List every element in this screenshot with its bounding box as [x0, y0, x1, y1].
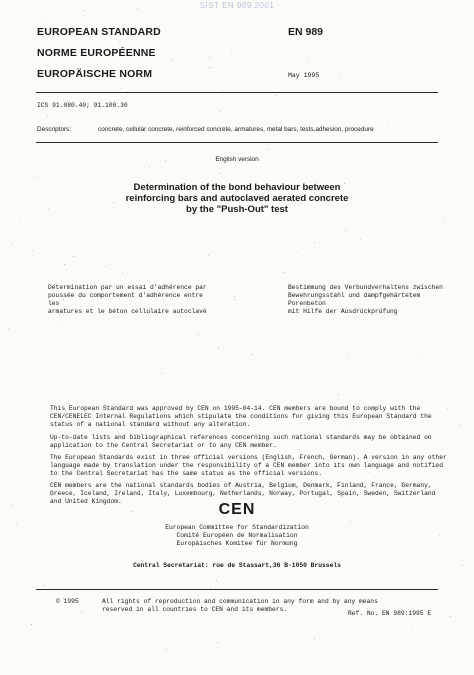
scan-speck: [16, 524, 17, 525]
scan-speck: [172, 59, 173, 60]
scan-speck: [119, 299, 120, 300]
french-title-line: Détermination par un essai d'adhérence par: [48, 284, 207, 291]
scan-speck: [283, 272, 284, 273]
scan-speck: [306, 97, 307, 98]
scan-speck: [185, 129, 186, 130]
scan-speck: [12, 504, 13, 505]
scan-speck: [19, 220, 20, 221]
scan-speck: [314, 242, 315, 243]
scan-speck: [335, 427, 336, 428]
scan-speck: [275, 95, 276, 96]
scan-speck: [219, 111, 220, 112]
scan-speck: [63, 598, 64, 599]
descriptors-value: concrete, cellular concrete, reinforced concrete, armatures, metal bars, tests,adhesion, procedure: [98, 126, 374, 133]
scan-speck: [84, 10, 85, 11]
scan-speck: [319, 472, 320, 473]
scan-speck: [309, 330, 310, 331]
scan-speck: [114, 493, 115, 494]
scan-speck: [360, 239, 361, 240]
scan-speck: [196, 455, 197, 456]
scan-speck: [21, 360, 22, 361]
standard-title-de: EUROPÄISCHE NORM: [37, 68, 153, 80]
scan-speck: [235, 603, 236, 604]
scan-speck: [288, 362, 289, 363]
german-title-line: Bestimmung des Verbundverhaltens zwischen: [288, 284, 443, 291]
cen-name-en: European Committee for Standardization: [165, 524, 309, 531]
scan-speck: [122, 272, 123, 273]
scan-speck: [159, 26, 160, 27]
scan-speck: [314, 192, 315, 193]
scan-speck: [34, 176, 35, 177]
scan-speck: [422, 401, 423, 402]
scan-speck: [447, 408, 448, 409]
scan-speck: [339, 218, 340, 219]
scan-speck: [44, 585, 45, 586]
scan-speck: [317, 119, 318, 120]
scan-speck: [94, 283, 95, 284]
scan-speck: [412, 630, 413, 631]
scan-speck: [350, 521, 351, 522]
scan-speck: [231, 50, 232, 51]
scan-speck: [64, 264, 65, 265]
scan-speck: [47, 146, 48, 147]
members-paragraph: CEN members are the national standards bodies of Austria, Belgium, Denmark, Finland, France, Germany, Greece, Iceland, Ireland, Italy, Luxembourg, Netherlands, Norway, Portugal, Spain, Sweden, Switzerland and United Kingdom.: [50, 482, 436, 505]
scan-speck: [115, 449, 116, 450]
scan-speck: [120, 88, 121, 89]
scan-speck: [198, 334, 199, 335]
scan-speck: [81, 612, 82, 613]
scan-speck: [439, 535, 440, 536]
publication-date: May 1995: [288, 72, 320, 79]
scan-speck: [32, 250, 33, 251]
german-title-line: mit Hilfe der Ausdrückprüfung: [288, 308, 398, 315]
scan-speck: [46, 53, 47, 54]
scan-speck: [131, 511, 132, 512]
scan-speck: [418, 77, 419, 78]
scan-speck: [216, 580, 217, 581]
scan-speck: [137, 8, 138, 9]
scan-speck: [462, 565, 463, 566]
cen-names: [0, 524, 474, 548]
scan-speck: [218, 347, 219, 348]
scan-speck: [353, 52, 354, 53]
scan-speck: [208, 255, 209, 256]
scan-speck: [232, 159, 233, 160]
scan-speck: [413, 234, 414, 235]
scan-speck: [217, 642, 218, 643]
copyright-year: © 1995: [56, 598, 79, 605]
scan-speck: [59, 223, 60, 224]
scan-speck: [367, 608, 368, 609]
scan-speck: [58, 322, 59, 323]
scan-speck: [209, 67, 210, 68]
scan-speck: [402, 297, 403, 298]
cen-logo: CEN: [218, 501, 256, 518]
german-title-line: Bewehrungsstahl und dampfgehärtetem Porenbeton: [288, 292, 421, 307]
scan-speck: [134, 239, 135, 240]
scan-speck: [161, 373, 162, 374]
scan-speck: [220, 173, 221, 174]
scan-speck: [444, 221, 445, 222]
references-paragraph: Up-to-date lists and bibliographical references concerning such national standards may be obtained on application to the Central Secretariat or to any CEN member.: [50, 434, 432, 449]
standard-title-fr: NORME EUROPÉENNE: [37, 47, 156, 59]
scan-speck: [309, 578, 310, 579]
scan-speck: [264, 328, 265, 329]
standard-code: EN 989: [288, 26, 324, 38]
cen-name-fr: Comité Européen de Normalisation: [176, 532, 298, 539]
scan-speck: [293, 65, 294, 66]
scan-speck: [257, 225, 258, 226]
scan-speck: [209, 57, 210, 58]
french-title: [48, 284, 218, 316]
scan-speck: [347, 354, 348, 355]
descriptors-label: Descriptors:: [37, 126, 72, 133]
scan-speck: [417, 181, 418, 182]
scan-speck: [233, 42, 234, 43]
scan-speck: [232, 376, 233, 377]
scan-speck: [364, 463, 365, 464]
scan-speck: [8, 328, 9, 329]
french-title-line: poussée du comportement d'adhérence entre les: [48, 292, 203, 307]
scan-speck: [116, 495, 117, 496]
scan-speck: [198, 595, 199, 596]
scan-speck: [149, 167, 150, 168]
ics-codes: ICS 91.080.40; 91.100.30: [37, 102, 128, 109]
scan-speck: [119, 41, 120, 42]
french-title-line: armatures et le béton cellulaire autoclavé: [48, 308, 207, 315]
cen-name-de: Europäisches Komitee für Normung: [176, 540, 298, 547]
scan-speck: [251, 354, 252, 355]
scan-speck: [210, 587, 211, 588]
english-version-label: English version: [215, 156, 259, 163]
scan-speck: [213, 67, 214, 68]
versions-paragraph: The European Standards exist in three official versions (English, French, German). A version in any other language made by translation under the responsibility of a CEN member into its own language and notified to the Central Secretariat has the same status as the official versions.: [50, 454, 447, 477]
scan-speck: [31, 624, 32, 625]
scan-speck: [268, 607, 269, 608]
scan-speck: [340, 76, 341, 77]
scan-speck: [459, 425, 460, 426]
scan-speck: [261, 436, 262, 437]
scan-speck: [234, 283, 235, 284]
scan-speck: [344, 183, 345, 184]
watermark: SIST EN 989:2001: [199, 1, 275, 10]
rights-statement: All rights of reproduction and communication in any form and by any means reserved in all countries to CEN and its members.: [102, 598, 378, 613]
scan-speck: [441, 399, 442, 400]
scan-speck: [328, 510, 329, 511]
scan-speck: [74, 104, 75, 105]
scan-speck: [460, 440, 461, 441]
scan-speck: [70, 116, 71, 117]
reference-number: Ref. No. EN 989:1995 E: [348, 610, 432, 617]
scan-speck: [421, 354, 422, 355]
scan-speck: [249, 215, 250, 216]
title-line: reinforcing bars and autoclaved aerated concrete: [125, 193, 349, 204]
scan-speck: [411, 317, 412, 318]
scan-speck: [63, 299, 64, 300]
scan-speck: [234, 296, 235, 297]
scan-speck: [147, 27, 148, 28]
scan-speck: [11, 244, 12, 245]
document-title: [100, 182, 374, 215]
scan-speck: [78, 472, 79, 473]
scan-speck: [214, 296, 215, 297]
scan-speck: [338, 394, 339, 395]
scan-speck: [47, 115, 48, 116]
scan-speck: [49, 239, 50, 240]
central-secretariat: Central Secretariat: rue de Stassart,36 B-1050 Brussels: [133, 562, 341, 569]
scan-speck: [48, 208, 49, 209]
scan-speck: [44, 616, 45, 617]
approval-paragraph: This European Standard was approved by CEN on 1995-04-14. CEN members are bound to comply with the CEN/CENELEC Internal Regulations which stipulate the conditions for giving this European Standard the status of a national standard without any alteration.: [50, 405, 432, 428]
scan-speck: [149, 412, 150, 413]
scan-speck: [195, 195, 196, 196]
standard-title-en: EUROPEAN STANDARD: [37, 26, 161, 38]
scan-speck: [165, 160, 166, 161]
scan-speck: [286, 260, 287, 261]
title-line: Determination of the bond behaviour between: [133, 182, 341, 193]
scan-speck: [352, 615, 353, 616]
scan-speck: [346, 307, 347, 308]
scan-speck: [345, 230, 346, 231]
scan-speck: [387, 125, 388, 126]
scan-speck: [387, 561, 388, 562]
scan-speck: [113, 202, 114, 203]
title-line: by the "Push-Out" test: [186, 204, 288, 215]
scan-speck: [222, 90, 223, 91]
scan-speck: [125, 412, 126, 413]
scan-speck: [387, 119, 388, 120]
scan-speck: [106, 266, 107, 267]
divider-top: [36, 92, 438, 93]
scan-speck: [308, 58, 309, 59]
scan-speck: [368, 472, 369, 473]
scan-speck: [349, 428, 350, 429]
scan-speck: [45, 22, 46, 23]
scan-speck: [66, 486, 67, 487]
scan-speck: [314, 638, 315, 639]
scan-speck: [268, 149, 269, 150]
scan-speck: [166, 649, 167, 650]
divider-descriptors: [36, 142, 438, 143]
german-title: [288, 284, 448, 316]
scan-speck: [110, 264, 111, 265]
scan-speck: [446, 345, 447, 346]
scan-speck: [235, 299, 236, 300]
scan-speck: [296, 251, 297, 252]
scan-speck: [450, 616, 451, 617]
scan-speck: [73, 256, 74, 257]
scan-speck: [218, 576, 219, 577]
scan-speck: [196, 213, 197, 214]
scan-speck: [457, 300, 458, 301]
divider-footer: [36, 589, 438, 590]
scan-speck: [10, 414, 11, 415]
